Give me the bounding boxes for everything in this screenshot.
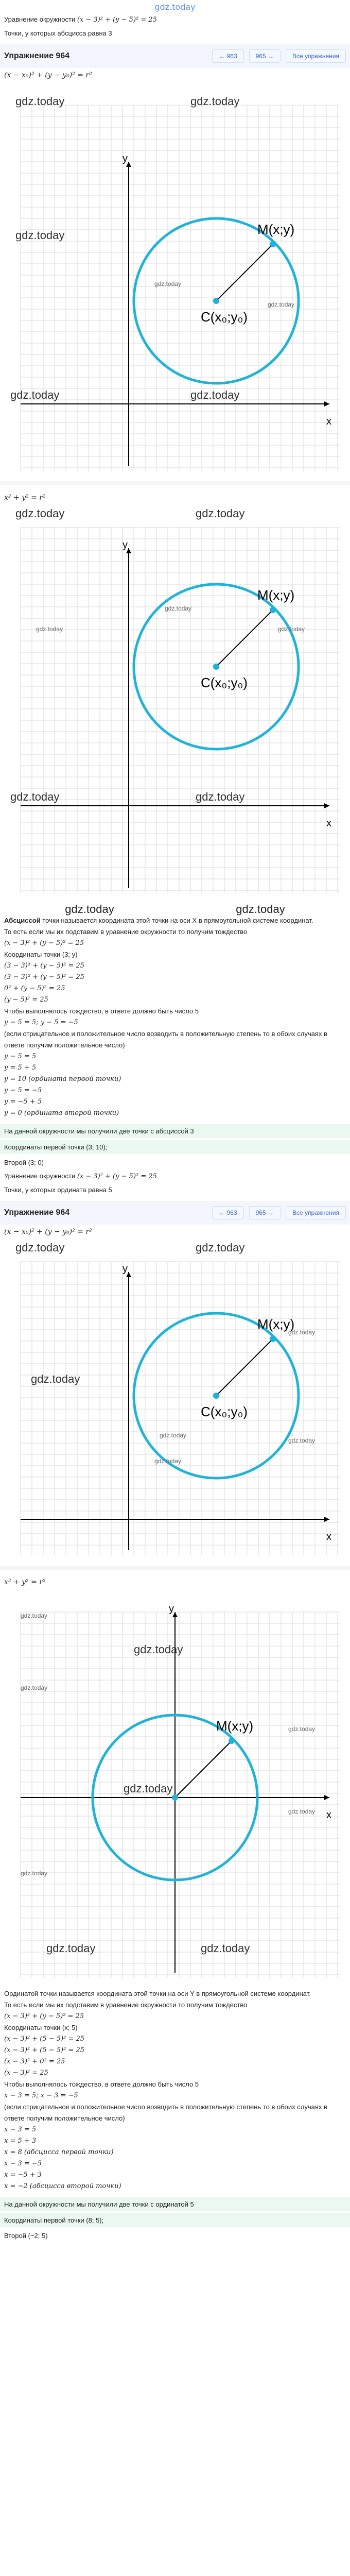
first-point-note: Координаты первой точки (3; 10);	[0, 1140, 350, 1154]
graph-grid	[21, 105, 340, 471]
point-m-label: M(x;y)	[216, 1718, 254, 1734]
watermark: gdz.today	[190, 388, 240, 401]
all-exercises-button[interactable]: Все упражнения	[286, 1206, 346, 1219]
graph-grid	[21, 1262, 340, 1555]
graph-circle-origin	[0, 507, 350, 899]
center-point	[213, 298, 219, 304]
x-axis-arrow	[324, 401, 329, 406]
separator	[0, 481, 350, 485]
point-m	[229, 1738, 235, 1744]
eq-line: x = −5 + 3	[4, 2171, 42, 2179]
watermark-small: gdz.today	[278, 625, 305, 633]
point-m-label: M(x;y)	[257, 1316, 295, 1332]
watermark-small: gdz.today	[165, 605, 192, 612]
intro2-equation-label: Уравнение окружности	[4, 1172, 76, 1180]
watermark: gdz.today	[201, 1942, 250, 1955]
origin-formula: x² + y² = r²	[4, 494, 46, 502]
graph-circle-origin-svg	[0, 507, 350, 899]
graph-circle-general-2	[0, 1241, 350, 1561]
watermark-small: gdz.today	[288, 1725, 316, 1733]
center-point	[213, 664, 219, 670]
point-m-label: M(x;y)	[257, 222, 295, 237]
eq-line: 0² + (y − 5)² = 25	[4, 985, 65, 992]
second-point: Второй (−2; 5)	[4, 2232, 48, 2240]
next-exercise-button[interactable]: 965 →	[249, 1206, 281, 1219]
conclusion-note: На данной окружности мы получили две точки с ординатой 5	[0, 2197, 350, 2211]
y-axis-label: y	[169, 1603, 174, 1615]
identity-text: Чтобы выполнялось тождество, в ответе должно быть число 5	[4, 2080, 199, 2088]
point-c-label: C(x₀;y₀)	[201, 1404, 248, 1419]
eq-line: y − 5 = 5	[4, 1053, 37, 1060]
ordinate-definition: Ординатой точки называется координата этой точки на оси Y в прямоугольной системе координат.	[4, 1990, 311, 1997]
circle-formula: (x − x₀)² + (y − y₀)² = r²	[4, 1228, 92, 1236]
watermark: gdz.today	[65, 903, 114, 916]
eq-line: x − 3 = −5	[4, 2160, 42, 2167]
watermark-small: gdz.today	[21, 1870, 48, 1877]
graph-circle-general-2-svg	[0, 1241, 350, 1561]
brand-logo[interactable]: gdz.today	[154, 2, 196, 12]
graph-circle-general	[0, 84, 350, 476]
abscissa-term: Абсциссой	[4, 917, 41, 924]
watermark-small: gdz.today	[268, 301, 295, 308]
coords-label: Координаты точки (x; 5)	[4, 2024, 78, 2031]
point-m	[270, 241, 276, 247]
eq-line: y = 0 (ордината второй точки)	[4, 1109, 119, 1117]
watermark: gdz.today	[46, 1942, 96, 1955]
watermark-small: gdz.today	[160, 1432, 187, 1439]
watermark: gdz.today	[10, 388, 60, 401]
y-axis-label: y	[122, 1263, 128, 1275]
graph-grid	[21, 528, 340, 893]
radius-line	[175, 1741, 232, 1798]
abscissa-definition	[4, 915, 346, 926]
watermark: gdz.today	[190, 95, 240, 108]
x-axis-arrow	[324, 803, 329, 808]
watermark: gdz.today	[196, 507, 245, 520]
point-c-label: C(x₀;y₀)	[201, 675, 248, 690]
substitution-text: То есть если мы их подставим в уравнение окружности то получим тождество	[4, 928, 248, 936]
eq-line: (x − 3)² + 0² = 25	[4, 2058, 65, 2065]
watermark-small: gdz.today	[288, 1329, 316, 1336]
watermark-small: gdz.today	[154, 1458, 182, 1465]
watermark-small: gdz.today	[21, 1684, 48, 1691]
circle-formula: (x − x₀)² + (y − y₀)² = r²	[4, 71, 92, 79]
center-point	[213, 1393, 219, 1399]
eq-line: (3 − 3)² + (y − 5)² = 25	[4, 962, 85, 970]
eq-line: (x − 3)² + (y − 5)² = 25	[4, 2012, 84, 2020]
watermark: gdz.today	[15, 1241, 65, 1254]
watermark: gdz.today	[124, 1782, 173, 1795]
watermark: gdz.today	[134, 1643, 183, 1656]
eq-line: (3 − 3)² + (y − 5)² = 25	[4, 973, 85, 981]
exercise-title: Упражнение 964	[4, 1208, 70, 1217]
watermark-small: gdz.today	[288, 1437, 316, 1444]
explain-text: (если отрицательное и положительное число возводить в положительную степень то в обоих случаях в ответе получим положительное число)	[4, 2103, 327, 2122]
all-exercises-button[interactable]: Все упражнения	[286, 49, 346, 63]
eq-line: (y − 5)² = 25	[4, 996, 48, 1004]
explain-text: (если отрицательное и положительное число возводить в положительную степень то в обоих случаях в ответе получим положительное число)	[4, 1030, 327, 1049]
eq-line: x = 5 + 3	[4, 2137, 37, 2145]
y-axis-label: y	[122, 153, 128, 164]
eq-line: y = −5 + 5	[4, 1098, 42, 1106]
x-axis-label: x	[326, 1531, 331, 1543]
eq-line: (x − 3)² + (5 − 5)² = 25	[4, 2046, 85, 2054]
y-axis-label: y	[122, 539, 128, 551]
eq-line: y = 5 + 5	[4, 1064, 37, 1072]
solution1	[0, 901, 350, 1122]
point-m	[270, 1336, 276, 1342]
exercise-header	[0, 44, 350, 68]
intro2-equation	[0, 1170, 350, 1183]
watermark: gdz.today	[236, 903, 285, 916]
x-axis-label: x	[326, 416, 331, 427]
eq-line: x − 3 = 5	[4, 2126, 37, 2133]
graph-circle-origin-2	[0, 1591, 350, 1983]
eq-line: x − 3 = 5; x − 3 = −5	[4, 2092, 78, 2099]
identity-text: Чтобы выполнялось тождество, в ответе должно быть число 5	[4, 1007, 199, 1015]
center-point	[172, 1794, 178, 1801]
x-axis-label: x	[326, 818, 331, 829]
exercise-header	[0, 1201, 350, 1225]
watermark-small: gdz.today	[21, 1612, 48, 1619]
eq-line: y = 10 (ордината первой точки)	[4, 1075, 121, 1083]
watermark: gdz.today	[196, 1241, 245, 1254]
watermark: gdz.today	[196, 790, 245, 803]
x-axis-arrow	[324, 1795, 329, 1800]
eq-line: x = 8 (абсцисса первой точки)	[4, 2148, 114, 2156]
coords-label: Координаты точки (3; y)	[4, 951, 78, 958]
exercise-title: Упражнение 964	[4, 52, 70, 60]
separator	[0, 1566, 350, 1570]
point-m	[270, 607, 276, 613]
x-axis-label: x	[326, 1809, 331, 1821]
eq-line: (x − 3)² + (y − 5)² = 25	[4, 939, 84, 947]
solution2	[0, 1985, 350, 2195]
intro2-equation-formula: (x − 3)² + (y − 5)² = 25	[77, 1173, 157, 1180]
graph-grid	[21, 1612, 340, 1978]
intro2-points-text: Точки, у которых ордината равна 5	[4, 1186, 112, 1194]
watermark: gdz.today	[10, 790, 60, 803]
watermark-small: gdz.today	[154, 280, 182, 287]
first-point-note: Координаты первой точки (8; 5);	[0, 2213, 350, 2227]
x-axis-arrow	[324, 1517, 329, 1522]
origin-formula: x² + y² = r²	[4, 1578, 46, 1586]
abscissa-text: точки называется координата этой точки на оси X в прямоугольной системе координат.	[42, 917, 313, 924]
watermark-row	[4, 904, 346, 915]
watermark: gdz.today	[15, 95, 65, 108]
next-exercise-button[interactable]: 965 →	[249, 49, 281, 63]
second-point: Второй (3; 0)	[4, 1159, 44, 1166]
intro-points-text: Точки, у которых абсцисса равна 3	[4, 29, 112, 37]
eq-line: (x − 3)² = 25	[4, 2069, 48, 2077]
prev-exercise-button[interactable]: ← 963	[212, 49, 243, 63]
substitution-text: То есть если мы их подставим в уравнение окружности то получим тождество	[4, 2001, 248, 2009]
eq-line: x = −2 (абсцисса второй точки)	[4, 2182, 121, 2190]
point-c-label: C(x₀;y₀)	[201, 309, 248, 325]
watermark-small: gdz.today	[288, 1808, 316, 1815]
eq-line: y − 5 = 5; y − 5 = −5	[4, 1019, 78, 1026]
watermark: gdz.today	[15, 507, 65, 520]
intro-equation	[0, 13, 350, 27]
point-m-label: M(x;y)	[257, 587, 295, 603]
intro-equation-formula: (x − 3)² + (y − 5)² = 25	[77, 16, 157, 24]
eq-line: y − 5 = −5	[4, 1087, 42, 1094]
eq-line: (x − 3)² + (5 − 5)² = 25	[4, 2035, 85, 2043]
watermark: gdz.today	[15, 229, 65, 242]
watermark: gdz.today	[31, 1372, 80, 1385]
watermark-small: gdz.today	[36, 625, 63, 633]
conclusion-note: На данной окружности мы получили две точки с абсциссой 3	[0, 1124, 350, 1138]
prev-exercise-button[interactable]: ← 963	[212, 1206, 243, 1219]
intro-equation-label: Уравнение окружности	[4, 15, 76, 23]
